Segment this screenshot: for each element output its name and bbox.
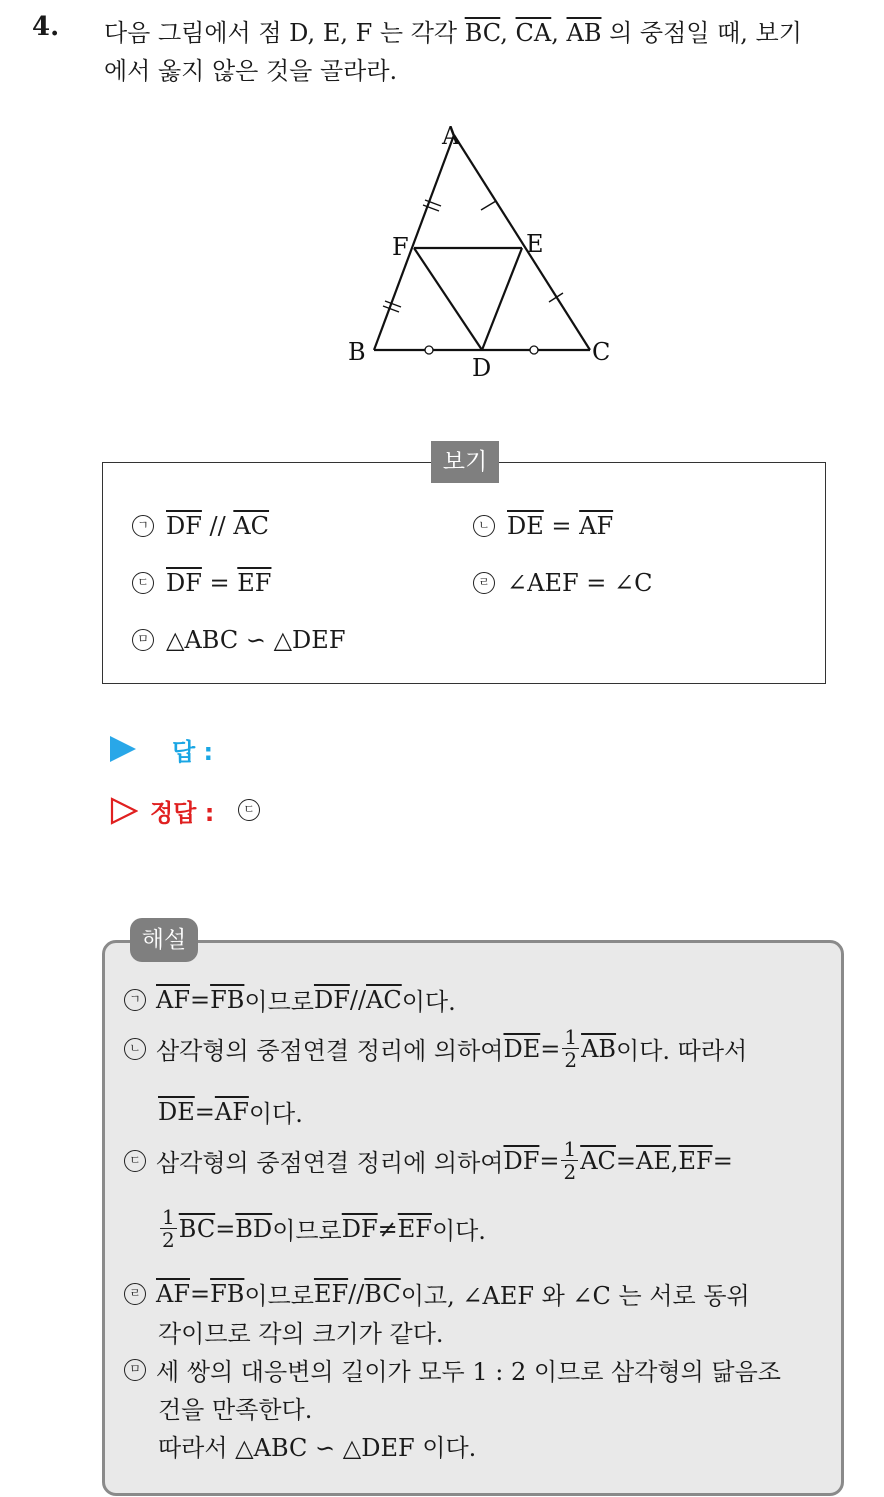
label-e: E bbox=[526, 230, 544, 258]
question-text: 다음 그림에서 점 D, E, F 는 각각 $\overline{BC}$, $\overline{CA}$, $\overline{AB}$ 의 중점일 때, 보기 에서 옳지 않은 것을 골라라. bbox=[104, 19, 802, 85]
circle-mark-dc bbox=[530, 346, 538, 354]
explanation-line-3: $\overline{DE}$ = $\overline{AF}$ 이다. bbox=[158, 1097, 303, 1128]
explanation-line-8: ㅁ 세 쌍의 대응변의 길이가 모두 1 : 2 이므로 삼각형의 닮음조 bbox=[124, 1352, 781, 1387]
mark-giyeok: ㄱ bbox=[132, 515, 154, 537]
mark-digeut: ㄷ bbox=[132, 572, 154, 594]
segment-fd bbox=[414, 248, 482, 350]
bogi-label: 보기 bbox=[431, 441, 499, 483]
label-a: A bbox=[442, 122, 460, 150]
explanation-line-2: ㄴ 삼각형의 중점연결 정리에 의하여 $\overline{DE}$ = $\frac{1}{2}$ $\overline{AB}$ 이다. 따라서 bbox=[124, 1026, 747, 1071]
label-f: F bbox=[392, 233, 409, 261]
side-ab bbox=[374, 135, 454, 350]
label-d: D bbox=[472, 354, 492, 382]
label-c: C bbox=[592, 338, 611, 366]
explanation-line-1: ㄱ $\overline{AF}$ = $\overline{FB}$ 이므로 $\overline{DF}$ // $\overline{AC}$ 이다. bbox=[124, 982, 456, 1017]
explanation-line-6: ㄹ $\overline{AF}$ = $\overline{FB}$ 이므로 $\overline{EF}$ // $\overline{BC}$ 이고, ∠AEF 와 ∠C 는 서로 동위 bbox=[124, 1276, 750, 1311]
explanation-line-9: 건을 만족한다. bbox=[158, 1396, 313, 1424]
bogi-option-1: ㄱ $\overline{DF} // \overline{AC}$ bbox=[132, 512, 269, 540]
correct-answer-arrow-icon bbox=[110, 797, 138, 825]
explanation-label: 해설 bbox=[130, 918, 198, 962]
answer-label: 답 : bbox=[172, 738, 214, 766]
bogi-option-4: ㄹ ∠AEF = ∠C bbox=[473, 569, 652, 597]
mark-nieun: ㄴ bbox=[473, 515, 495, 537]
answer-arrow-icon bbox=[110, 736, 136, 762]
correct-answer-label: 정답 : bbox=[150, 799, 215, 827]
explanation-line-7: 각이므로 각의 크기가 같다. bbox=[158, 1320, 444, 1348]
triangle-figure bbox=[340, 110, 630, 390]
bogi-option-3: ㄷ $\overline{DF} = \overline{EF}$ bbox=[132, 569, 271, 597]
circle-mark-bd bbox=[425, 346, 433, 354]
explanation-line-5: $\frac{1}{2}$ $\overline{BC}$ = $\overline{BD}$ 이므로 $\overline{DF}$ ≠ $\overline{EF}$ 이다. bbox=[162, 1205, 486, 1252]
mark-mieum: ㅁ bbox=[132, 629, 154, 651]
question-number: 4. bbox=[32, 12, 60, 42]
tick-ae bbox=[481, 201, 496, 210]
explanation-line-10: 따라서 △ABC ∽ △DEF 이다. bbox=[158, 1434, 477, 1462]
side-ac bbox=[454, 135, 590, 350]
segment-ed bbox=[482, 248, 522, 350]
explanation-line-4: ㄷ 삼각형의 중점연결 정리에 의하여 $\overline{DF}$ = $\frac{1}{2}$ $\overline{AC}$ = $\overline{AE}$ , $\overline{EF}$ = bbox=[124, 1138, 733, 1183]
correct-answer-mark: ㄷ bbox=[238, 799, 260, 821]
bogi-option-5: ㅁ △ABC ∽ △DEF bbox=[132, 626, 345, 654]
label-b: B bbox=[348, 338, 366, 366]
mark-rieul: ㄹ bbox=[473, 572, 495, 594]
bogi-option-2: ㄴ $\overline{DE} = \overline{AF}$ bbox=[473, 512, 613, 540]
